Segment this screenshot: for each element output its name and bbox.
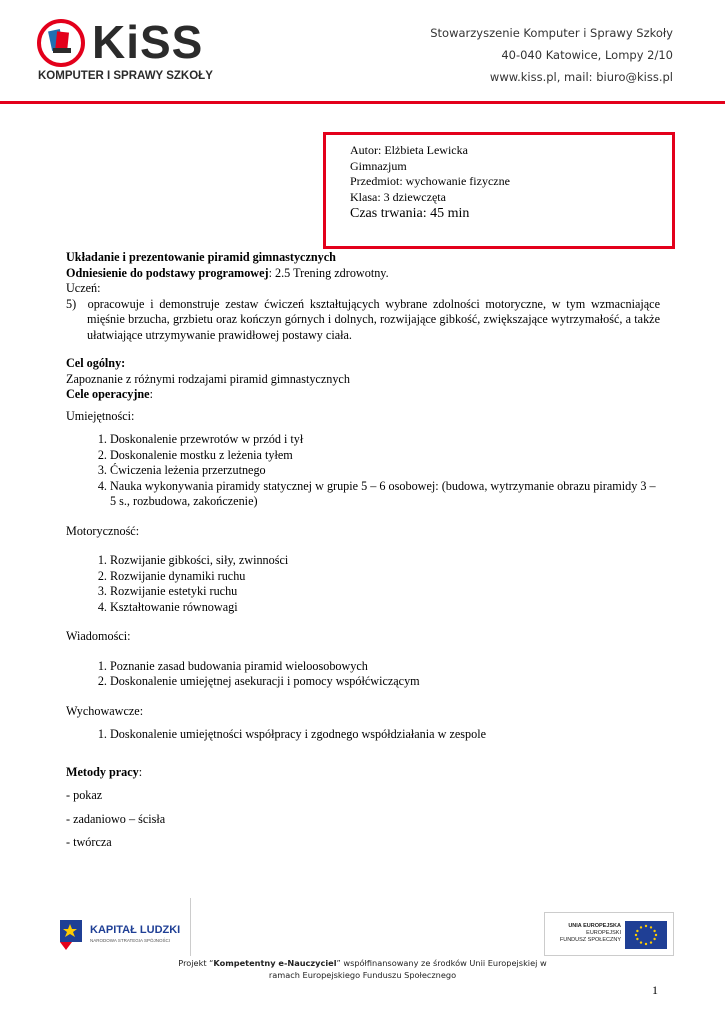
page-number: 1 xyxy=(652,983,658,997)
motor-heading: Motoryczność: xyxy=(66,523,140,538)
subject-line: Przedmiot: wychowanie fizyczne xyxy=(350,174,510,188)
education-heading: Wychowawcze: xyxy=(66,703,144,718)
class-line: Klasa: 3 dziewczęta xyxy=(350,189,446,204)
kapital-ludzki-title: KAPITAŁ LUDZKI xyxy=(90,924,181,936)
motor-list xyxy=(66,553,660,615)
eu-flag-icon xyxy=(625,921,667,949)
list-item: 1. Doskonalenie umiejętności współpracy i zgodnego współdziałania w zespole xyxy=(110,727,660,743)
kiss-logo-emblem-icon xyxy=(36,18,86,68)
kapital-ludzki-logo xyxy=(56,916,186,956)
operational-goals-colon: : xyxy=(149,387,153,401)
list-item: 4. Kształtowanie równowagi xyxy=(110,600,660,616)
project-text: ramach Europejskiego Funduszu Społecznego xyxy=(268,970,457,980)
eu-fund-logo xyxy=(544,912,674,956)
methods-heading xyxy=(66,765,660,781)
kapital-ludzki-subtitle: NARODOWA STRATEGIA SPÓJNOŚCI xyxy=(90,938,171,943)
footer-separator xyxy=(190,898,191,956)
list-item: 2. Rozwijanie dynamiki ruchu xyxy=(110,569,660,585)
curriculum-point: 5) opracowuje i demonstruje zestaw ćwiczeń kształtujących wybrane zdolności motoryczne, w tym wzmacniające mięśnie brzucha, grzbietu oraz kończyn górnych i dolnych, rozwijające gibkość, zwiększające wytrzymałość, a także ułatwiające utrzymywanie prawidłowej postawy ciała. xyxy=(66,296,660,342)
kiss-logo-subtitle: KOMPUTER I SPRAWY SZKOŁY xyxy=(38,70,213,82)
methods-colon: : xyxy=(138,764,143,779)
knowledge-heading: Wiadomości: xyxy=(66,629,131,643)
organization-address: 40-040 Katowice, Lompy 2/10 xyxy=(501,48,673,62)
eu-label-line: UNIA EUROPEJSKA xyxy=(568,923,621,929)
list-item: 1. Rozwijanie gibkości, siły, zwinności xyxy=(110,553,660,569)
eu-label-line: FUNDUSZ SPOŁECZNY xyxy=(559,937,621,943)
author-box xyxy=(323,132,675,249)
kiss-logo-word: KiSS xyxy=(92,16,204,68)
knowledge-list xyxy=(66,659,660,690)
list-item: 3. Rozwijanie estetyki ruchu xyxy=(110,584,660,600)
list-item: 2. Doskonalenie umiejętnej asekuracji i pomocy współćwiczącym xyxy=(110,674,660,690)
school-line: Gimnazjum xyxy=(350,158,407,173)
skills-heading: Umiejętności: xyxy=(66,408,135,423)
list-item: 1. Poznanie zasad budowania piramid wieloosobowych xyxy=(110,659,660,675)
method-item: - pokaz xyxy=(66,788,103,802)
list-item: 2. Doskonalenie mostku z leżenia tyłem xyxy=(110,448,660,464)
list-item: 1. Doskonalenie przewrotów w przód i tył xyxy=(110,432,660,448)
project-funding-note xyxy=(0,957,725,981)
duration-line: Czas trwania: 45 min xyxy=(350,206,470,221)
general-goal-text: Zapoznanie z różnymi rodzajami piramid gimnastycznych xyxy=(66,371,350,386)
kiss-logo xyxy=(36,16,236,86)
organization-name: Stowarzyszenie Komputer i Sprawy Szkoły xyxy=(430,26,673,40)
project-name: Kompetentny e-Nauczyciel xyxy=(213,958,337,968)
eu-fund-label xyxy=(551,923,621,944)
project-text: Projekt “ xyxy=(178,958,214,968)
student-label: Uczeń: xyxy=(66,281,101,295)
kapital-ludzki-emblem-icon xyxy=(56,918,86,952)
lesson-title: Układanie i prezentowanie piramid gimnastycznych xyxy=(66,250,336,264)
eu-label-line: EUROPEJSKI xyxy=(586,930,621,936)
project-text: ” współfinansowany ze środków Unii Europejskiej w xyxy=(336,958,547,968)
methods-label: Metody pracy xyxy=(66,764,139,779)
list-item: 3. Ćwiczenia leżenia przerzutnego xyxy=(110,463,660,479)
skills-list xyxy=(66,432,660,510)
method-item: - zadaniowo – ścisła xyxy=(66,811,166,826)
curriculum-basis-value: : 2.5 Trening zdrowotny. xyxy=(268,265,389,280)
operational-goals-label: Cele operacyjne xyxy=(66,387,150,401)
operational-goals-heading xyxy=(66,387,660,403)
author-line: Autor: Elżbieta Lewicka xyxy=(350,143,468,157)
header-divider xyxy=(0,101,725,104)
list-item: 4. Nauka wykonywania piramidy statycznej w grupie 5 – 6 osobowej: (budowa, wytrzymanie obrazu piramidy 3 – 5 s., rozbudowa, zakończenie) xyxy=(110,479,660,510)
organization-contact: www.kiss.pl, mail: biuro@kiss.pl xyxy=(489,70,673,84)
education-list xyxy=(66,727,660,743)
curriculum-basis-label: Odniesienie do podstawy programowej xyxy=(66,265,269,280)
curriculum-basis xyxy=(66,266,660,282)
general-goal-label: Cel ogólny: xyxy=(66,356,126,370)
method-item: - twórcza xyxy=(66,835,112,849)
lesson-plan-content xyxy=(66,250,660,851)
organization-info xyxy=(430,22,673,88)
